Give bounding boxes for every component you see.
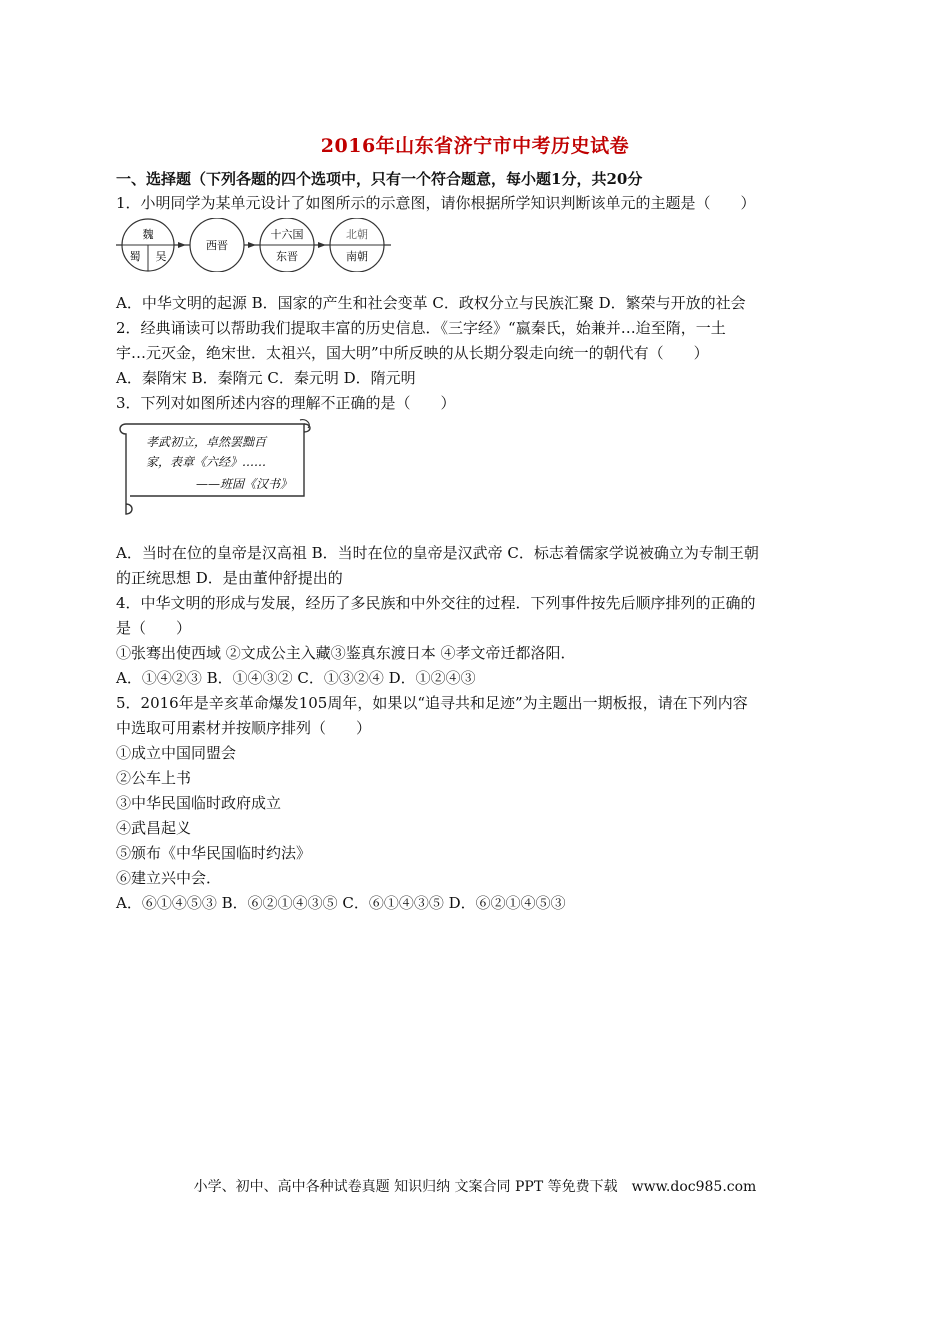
- label-beichao: 北朝: [346, 228, 368, 241]
- page-footer: 小学、初中、高中各种试卷真题 知识归纳 文案合同 PPT 等免费下载 www.doc985.com: [193, 1179, 757, 1195]
- scroll-line3: ——班固《汉书》: [196, 477, 293, 491]
- label-nanchao: 南朝: [346, 250, 368, 263]
- q2-options: A．秦隋宋 B．秦隋元 C．秦元明 D．隋元明: [116, 369, 416, 387]
- arrow-1-icon: [178, 242, 186, 248]
- q1-options: A．中华文明的起源 B．国家的产生和社会变革 C．政权分立与民族汇聚 D．繁荣与开放的社会: [116, 294, 746, 312]
- page-title: 2016年山东省济宁市中考历史试卷: [320, 135, 630, 157]
- q4-events: ①张骞出使西域 ②文成公主入藏③鉴真东渡日本 ④孝文帝迁都洛阳．: [116, 644, 576, 662]
- section-heading: 一、选择题（下列各题的四个选项中，只有一个符合题意，每小题1分，共20分: [116, 170, 643, 188]
- q3-options-line1: A．当时在位的皇帝是汉高祖 B．当时在位的皇帝是汉武帝 C．标志着儒家学说被确立为专制王朝: [116, 544, 759, 562]
- label-shiliuguo: 十六国: [270, 228, 304, 241]
- q4-options: A．①④②③ B．①④③② C．①③②④ D．①②④③: [116, 669, 476, 687]
- label-dongjin: 东晋: [276, 250, 298, 263]
- arrow-3-icon: [318, 242, 326, 248]
- q5-options: A．⑥①④⑤③ B．⑥②①④③⑤ C．⑥①④③⑤ D．⑥②①④⑤③: [116, 894, 566, 912]
- q5-stem-line2: 中选取可用素材并按顺序排列（ ）: [116, 719, 372, 737]
- q1-stem: 1．小明同学为某单元设计了如图所示的示意图，请你根据所学知识判断该单元的主题是（ ）: [116, 194, 756, 212]
- label-xijin: 西晋: [206, 239, 228, 252]
- q3-options-line2: 的正统思想 D．是由董仲舒提出的: [116, 569, 343, 587]
- label-shu: 蜀: [129, 250, 141, 263]
- q3-stem: 3．下列对如图所述内容的理解不正确的是（ ）: [116, 394, 456, 412]
- q3-scroll-illustration: [116, 418, 316, 520]
- q2-stem-line2: 宇…元灭金，绝宋世．太祖兴，国大明”中所反映的从长期分裂走向统一的朝代有（ ）: [116, 344, 709, 362]
- scroll-line1: 孝武初立，卓然罢黜百: [146, 435, 267, 449]
- arrow-2-icon: [248, 242, 256, 248]
- q5-item: ①成立中国同盟会: [116, 744, 237, 762]
- q5-item: ⑥建立兴中会．: [116, 869, 222, 887]
- q5-item: ④武昌起义: [116, 819, 192, 837]
- q5-stem-line1: 5．2016年是辛亥革命爆发105周年，如果以“追寻共和足迹”为主题出一期板报，请在下列内容: [116, 694, 748, 712]
- scroll-line2: 家，表章《六经》……: [146, 455, 267, 469]
- q4-stem-line1: 4．中华文明的形成与发展，经历了多民族和中外交往的过程．下列事件按先后顺序排列的正确的: [116, 594, 756, 612]
- q2-stem-line1: 2．经典诵读可以帮助我们提取丰富的历史信息．《三字经》“嬴秦氏，始兼并…迨至隋，一土: [116, 319, 726, 337]
- label-wei: 魏: [142, 228, 154, 241]
- q5-item: ⑤颁布《中华民国临时约法》: [116, 844, 312, 862]
- label-wu: 吴: [155, 250, 167, 263]
- scroll-roll-left-icon: [120, 424, 132, 514]
- q4-stem-line2: 是（ ）: [116, 619, 192, 637]
- q5-item: ②公车上书: [116, 769, 192, 787]
- q5-item: ③中华民国临时政府成立: [116, 794, 282, 812]
- q1-dynasty-diagram: [116, 218, 396, 272]
